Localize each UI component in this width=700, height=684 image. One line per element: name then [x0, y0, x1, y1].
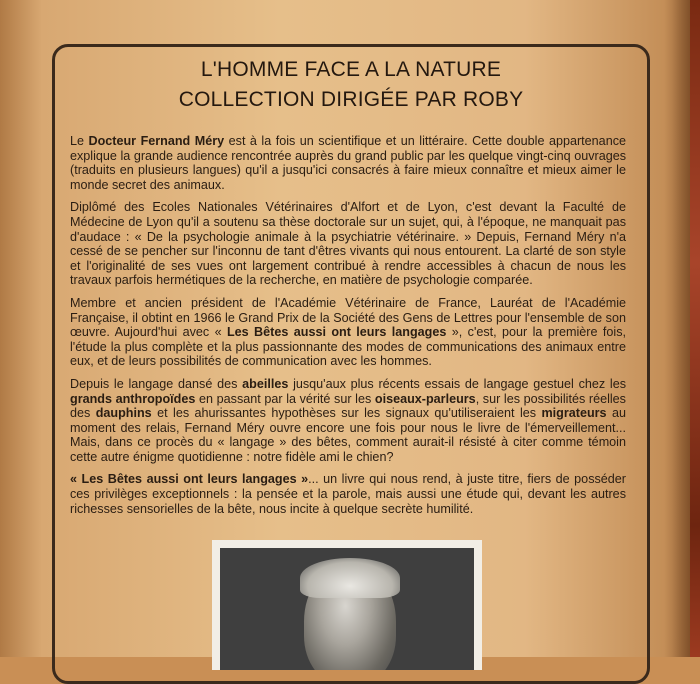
collection-editor: COLLECTION DIRIGÉE PAR ROBY	[178, 88, 524, 111]
paragraph-2: Diplômé des Ecoles Nationales Vétérinaires d'Alfort et de Lyon, c'est devant la Faculté de Médecine de Lyon qu'il a soutenu sa thèse doctorale sur un sujet, qui, à l'époque, ne manquait pas d'audace : « De la psychologie animale à la psychiatrie vétérinaire. » Depuis, Fernand Méry n'a cessé de se pencher sur l'inconnu de tant d'êtres vivants qui nous entourent. La clarté de son style et l'originalité de ses vues ont largement contribué à rendre accessibles à chacun de nous les travaux parfois hermétiques de la recherche, en matière de psychologie comparée.	[70, 200, 626, 288]
portrait-hair	[300, 558, 400, 598]
author-portrait-image	[220, 548, 474, 670]
paragraph-3: Membre et ancien président de l'Académie Vétérinaire de France, Lauréat de l'Académie Française, il obtint en 1966 le Grand Prix de la Société des Gens de Lettres pour l'ensemble de son œuvre. Aujourd'hui avec « Les Bêtes aussi ont leurs langages », c'est, pour la première fois, l'étude la plus complète et la plus passionnante des modes de communications des animaux entre eux, et de leurs possibilités de communication avec les hommes.	[70, 295, 626, 369]
paragraph-4: Depuis le langage dansé des abeilles jusqu'aux plus récents essais de langage gestuel chez les grands anthropoïdes en passant par la vérité sur les oiseaux-parleurs, sur les possibilités réelles des dauphins et les ahurissantes hypothèses sur les signaux qu'utiliseraient les migrateurs au moment des relais, Fernand Méry ouvre encore une fois pour nous le livre de l'émerveillement... Mais, dans ce procès du « langage » des bêtes, comment aurait-il résisté à citer comme témoin cette autre énigme quotidienne : notre fidèle ami le chien?	[70, 376, 626, 464]
author-name: Docteur Fernand Méry	[88, 134, 225, 148]
author-photo	[212, 540, 482, 670]
blurb-text	[70, 134, 626, 524]
paragraph-5: « Les Bêtes aussi ont leurs langages »... un livre qui nous rend, à juste titre, fiers de posséder ces privilèges exceptionnels : la pensée et la parole, mais aussi une étude qui, devant les autres richesses sensorielles de la bête, nous incite à quelque secrète humilité.	[70, 472, 626, 516]
paragraph-1: Le Docteur Fernand Méry est à la fois un scientifique et un littéraire. Cette double appartenance explique la grande audience rencontrée auprès du grand public par les quelque vingt-cinq ouvrages (traduits en plusieurs langues) qu'il a jusqu'ici consacrés à faire mieux connaître et mieux aimer le monde secret des animaux.	[70, 134, 626, 192]
collection-title: L'HOMME FACE A LA NATURE	[200, 58, 502, 81]
background-red-stripe	[690, 0, 700, 657]
book-title: Les Bêtes aussi ont leurs langages	[226, 325, 447, 340]
book-title-quote: « Les Bêtes aussi ont leurs langages »	[70, 472, 309, 487]
